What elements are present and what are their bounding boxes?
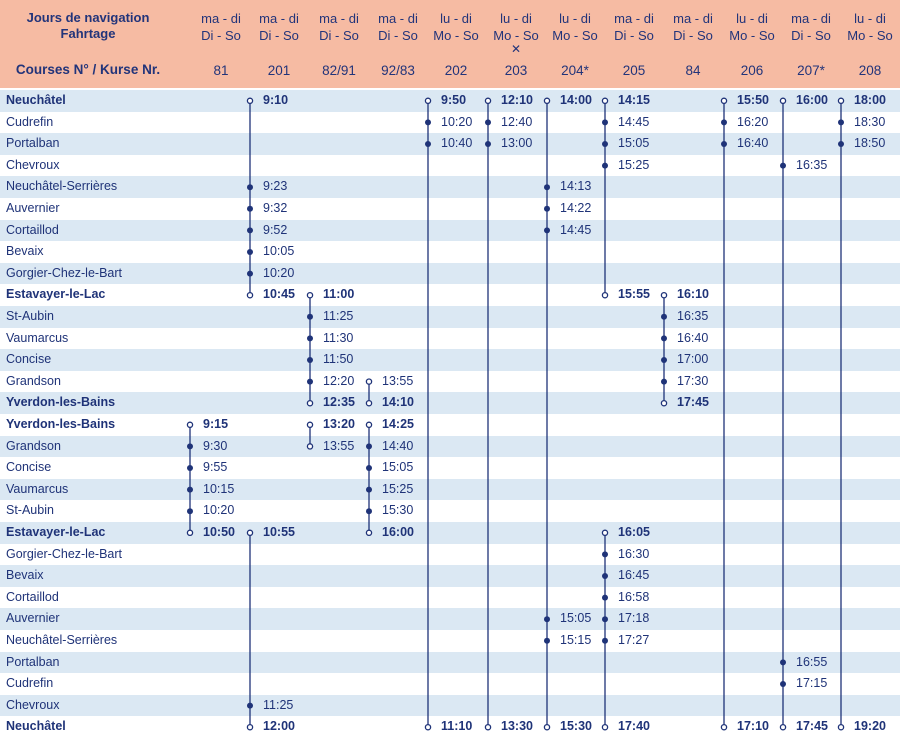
station-name: Neuchâtel <box>6 93 66 107</box>
station-row <box>0 630 900 652</box>
station-name: Cortaillod <box>6 222 59 237</box>
station-row <box>0 414 900 436</box>
station-row <box>0 565 900 587</box>
departure-time: 17:10 <box>737 719 769 734</box>
departure-time: 9:15 <box>203 417 229 431</box>
departure-time: 10:55 <box>263 525 295 539</box>
station-name: Bevaix <box>6 244 44 259</box>
station-row <box>0 284 900 306</box>
course-number: 203 <box>504 63 528 78</box>
departure-time: 15:30 <box>382 503 414 518</box>
departure-time: 14:13 <box>560 179 592 194</box>
departure-time: 15:05 <box>618 136 650 151</box>
course-number: 92/83 <box>381 63 415 78</box>
station-name: Bevaix <box>6 568 44 583</box>
restaurant-icon: ✕ <box>510 42 522 56</box>
station-name: St-Aubin <box>6 309 54 323</box>
departure-time: 12:20 <box>323 373 355 388</box>
departure-time: 10:50 <box>203 525 235 539</box>
departure-time: 13:55 <box>382 373 414 388</box>
course-number: 201 <box>267 63 291 78</box>
departure-time: 11:00 <box>323 287 355 302</box>
departure-time: 16:58 <box>618 589 650 604</box>
station-row <box>0 522 900 544</box>
station-row <box>0 371 900 393</box>
station-name: Neuchâtel-Serrières <box>6 633 118 647</box>
course-days: ma - di Di - So <box>614 11 654 43</box>
course-number: 207* <box>797 63 825 78</box>
departure-time: 9:23 <box>263 179 288 194</box>
departure-time: 16:05 <box>618 525 650 539</box>
station-row <box>0 349 900 371</box>
station-row <box>0 263 900 285</box>
station-name: Estavayer-le-Lac <box>6 525 106 539</box>
departure-time: 10:20 <box>263 265 295 280</box>
departure-time: 16:00 <box>382 525 414 539</box>
departure-time: 9:55 <box>203 460 228 475</box>
station-name: Auvernier <box>6 611 60 626</box>
departure-time: 16:20 <box>737 114 769 129</box>
course-number: 202 <box>444 63 468 78</box>
station-name: Grandson <box>6 373 61 388</box>
departure-time: 17:45 <box>796 719 828 734</box>
course-number: 208 <box>858 63 882 78</box>
station-name: Vaumarcus <box>6 330 69 345</box>
departure-time: 12:00 <box>263 719 295 734</box>
departure-time: 17:45 <box>677 395 709 410</box>
departure-time: 15:05 <box>382 460 414 475</box>
departure-time: 14:45 <box>618 114 650 129</box>
departure-time: 15:05 <box>560 611 592 626</box>
departure-time: 15:30 <box>560 719 592 734</box>
departure-time: 14:45 <box>560 222 592 237</box>
station-row <box>0 544 900 566</box>
station-name: Chevroux <box>6 697 60 712</box>
station-name: Concise <box>6 352 52 367</box>
course-days: ma - di Di - So <box>791 11 831 43</box>
departure-time: 9:52 <box>263 222 288 237</box>
course-number: 205 <box>622 63 646 78</box>
timetable-header <box>0 0 900 88</box>
departure-time: 16:10 <box>677 287 709 302</box>
departure-time: 17:15 <box>796 676 828 691</box>
station-row <box>0 392 900 414</box>
departure-time: 14:22 <box>560 201 592 215</box>
station-row <box>0 328 900 350</box>
departure-time: 10:20 <box>441 114 473 129</box>
departure-time: 18:30 <box>854 114 886 129</box>
departure-time: 18:50 <box>854 136 886 151</box>
departure-time: 12:10 <box>501 93 533 107</box>
station-row <box>0 436 900 458</box>
station-name: Concise <box>6 460 52 475</box>
departure-time: 9:50 <box>441 93 467 107</box>
departure-time: 14:40 <box>382 438 414 453</box>
station-name: Estavayer-le-Lac <box>6 287 106 302</box>
departure-time: 13:20 <box>323 417 355 431</box>
course-days: lu - di Mo - So <box>433 11 479 43</box>
departure-time: 14:25 <box>382 417 414 431</box>
station-name: Vaumarcus <box>6 481 69 496</box>
station-row <box>0 587 900 609</box>
station-row <box>0 176 900 198</box>
station-name: Auvernier <box>6 201 60 215</box>
station-name: Cudrefin <box>6 676 54 691</box>
course-days: lu - di Mo - So <box>847 11 893 43</box>
station-row <box>0 479 900 501</box>
station-name: Grandson <box>6 438 61 453</box>
departure-time: 16:40 <box>677 330 709 345</box>
departure-time: 9:10 <box>263 93 289 107</box>
departure-time: 10:05 <box>263 244 295 259</box>
departure-time: 10:45 <box>263 287 295 302</box>
station-row <box>0 695 900 717</box>
departure-time: 15:25 <box>382 481 414 496</box>
station-row <box>0 198 900 220</box>
departure-time: 17:40 <box>618 719 650 734</box>
departure-time: 14:00 <box>560 93 592 107</box>
departure-time: 13:55 <box>323 438 355 453</box>
departure-time: 11:10 <box>441 719 473 734</box>
station-name: Yverdon-les-Bains <box>6 417 116 431</box>
departure-time: 11:50 <box>323 352 354 367</box>
departure-time: 17:30 <box>677 373 709 388</box>
station-name: Yverdon-les-Bains <box>6 395 116 410</box>
departure-time: 12:40 <box>501 114 533 129</box>
days-label: Jours de navigation Fahrtage <box>26 10 150 41</box>
departure-time: 17:00 <box>677 352 709 367</box>
departure-time: 10:20 <box>203 503 235 518</box>
station-row <box>0 155 900 177</box>
departure-time: 16:35 <box>796 157 828 172</box>
departure-time: 16:40 <box>737 136 769 151</box>
station-name: Cudrefin <box>6 114 54 129</box>
station-row <box>0 241 900 263</box>
departure-time: 19:20 <box>854 719 886 734</box>
station-name: Portalban <box>6 136 60 151</box>
course-days: ma - di Di - So <box>378 11 418 43</box>
station-row <box>0 306 900 328</box>
course-days: lu - di Mo - So <box>552 11 598 43</box>
course-days: ma - di Di - So <box>259 11 299 43</box>
departure-time: 15:50 <box>737 93 769 107</box>
departure-time: 14:15 <box>618 93 650 107</box>
departure-time: 15:25 <box>618 157 650 172</box>
course-days: ma - di Di - So <box>319 11 359 43</box>
departure-time: 15:15 <box>560 633 592 647</box>
departure-time: 15:55 <box>618 287 650 302</box>
course-number: 84 <box>685 63 701 78</box>
course-number: 81 <box>213 63 229 78</box>
station-row <box>0 652 900 674</box>
departure-time: 16:30 <box>618 546 650 561</box>
departure-time: 12:35 <box>323 395 355 410</box>
departure-time: 17:27 <box>618 633 650 647</box>
departure-time: 16:35 <box>677 309 709 323</box>
course-days: ma - di Di - So <box>201 11 241 43</box>
station-name: Neuchâtel <box>6 719 66 734</box>
station-name: Chevroux <box>6 157 60 172</box>
departure-time: 13:30 <box>501 719 533 734</box>
departure-time: 9:30 <box>203 438 228 453</box>
station-name: Cortaillod <box>6 589 59 604</box>
station-row <box>0 673 900 695</box>
course-days: ma - di Di - So <box>673 11 713 43</box>
departure-time: 10:15 <box>203 481 235 496</box>
departure-time: 14:10 <box>382 395 414 410</box>
departure-time: 16:45 <box>618 568 650 583</box>
station-name: Gorgier-Chez-le-Bart <box>6 265 123 280</box>
station-name: Neuchâtel-Serrières <box>6 179 118 194</box>
station-row <box>0 220 900 242</box>
station-name: Portalban <box>6 654 60 669</box>
station-row <box>0 500 900 522</box>
departure-time: 17:18 <box>618 611 650 626</box>
course-number: 82/91 <box>322 63 356 78</box>
course-days: lu - di Mo - So <box>493 11 539 43</box>
station-name: Gorgier-Chez-le-Bart <box>6 546 123 561</box>
course-number: 204* <box>561 63 589 78</box>
station-row <box>0 608 900 630</box>
departure-time: 18:00 <box>854 93 886 107</box>
station-row <box>0 457 900 479</box>
departure-time: 16:00 <box>796 93 828 107</box>
departure-time: 10:40 <box>441 136 473 151</box>
station-name: St-Aubin <box>6 503 54 518</box>
course-number: 206 <box>740 63 764 78</box>
course-number-label: Courses N° / Kurse Nr. <box>15 62 161 77</box>
departure-time: 16:55 <box>796 654 828 669</box>
course-days: lu - di Mo - So <box>729 11 775 43</box>
departure-time: 11:30 <box>323 330 354 345</box>
departure-time: 11:25 <box>323 309 354 323</box>
departure-time: 9:32 <box>263 201 288 215</box>
departure-time: 13:00 <box>501 136 533 151</box>
departure-time: 11:25 <box>263 697 294 712</box>
